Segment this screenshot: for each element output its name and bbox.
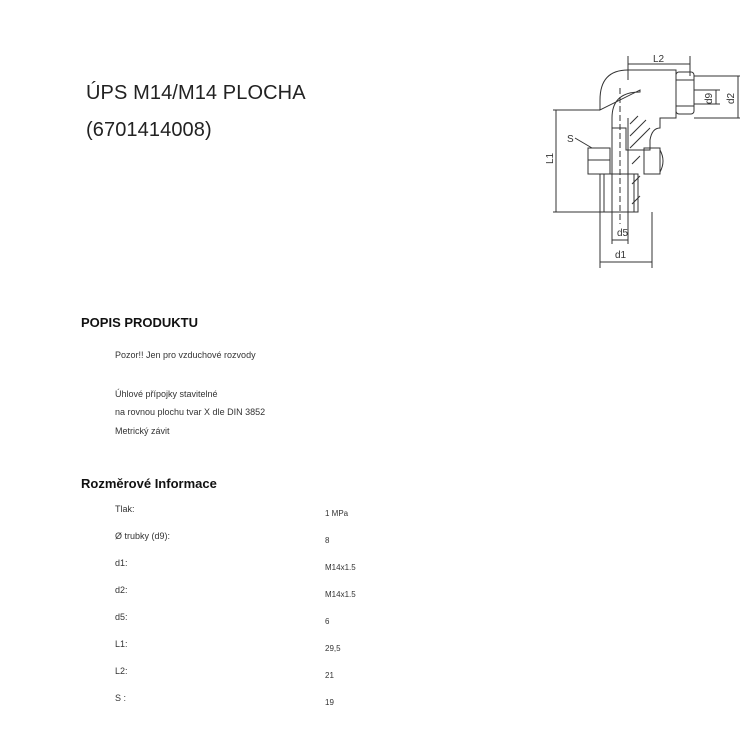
label-d9: d9 [704,92,715,104]
label-l2: L2 [653,54,665,65]
label-s: S [567,134,574,145]
label-d1: d1 [615,250,627,261]
description-heading: POPIS PRODUKTU [81,315,199,330]
product-title: ÚPS M14/M14 PLOCHA [86,82,306,104]
product-code: (6701414008) [86,119,212,141]
spec-value-l2: 21 [325,671,334,680]
spec-label-d9: Ø trubky (d9): [115,531,171,541]
spec-label-d2: d2: [115,585,128,595]
technical-drawing [540,48,745,273]
description-line: Metrický závit [115,426,170,436]
label-d2: d2 [726,92,737,104]
spec-label-s: S : [115,693,127,703]
label-d5: d5 [617,228,629,239]
description-line: Úhlové přípojky stavitelné [115,389,218,399]
spec-label-l1: L1: [115,639,128,649]
spec-value-d1: M14x1.5 [325,563,356,572]
spec-label-d1: d1: [115,558,128,568]
spec-value-l1: 29,5 [325,644,341,653]
specs-heading: Rozměrové Informace [81,476,217,491]
label-l1: L1 [545,152,556,164]
description-line: na rovnou plochu tvar X dle DIN 3852 [115,407,266,417]
spec-value-d2: M14x1.5 [325,590,356,599]
spec-label-d5: d5: [115,612,128,622]
spec-value-d5: 6 [325,617,330,626]
spec-value-s: 19 [325,698,334,707]
spec-value-tlak: 1 MPa [325,509,349,518]
spec-label-tlak: Tlak: [115,504,135,514]
spec-label-l2: L2: [115,666,128,676]
description-line: Pozor!! Jen pro vzduchové rozvody [115,350,256,360]
spec-value-d9: 8 [325,536,330,545]
